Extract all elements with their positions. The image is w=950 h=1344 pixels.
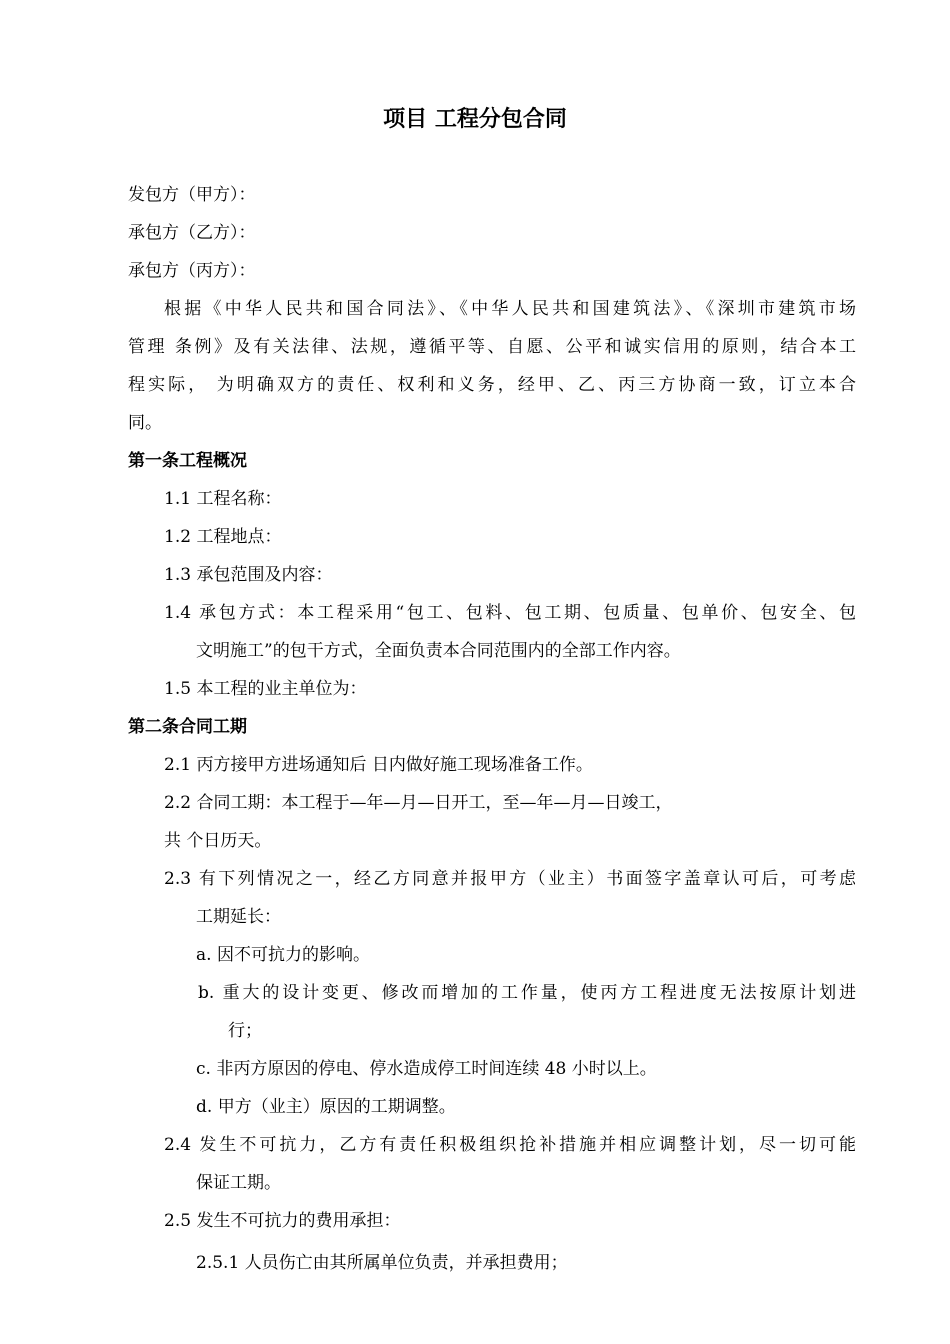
clause-2-2-line-2: 共 个日历天。 [164,831,272,851]
clause-2-1: 2.1 丙方接甲方进场通知后 日内做好施工现场准备工作。 [164,755,593,775]
intro-line-3: 程实际， 为明确双方的责任、权利和义务，经甲、乙、丙三方协商一致，订立本合 [128,375,856,395]
sub-item-d: d. 甲方（业主）原因的工期调整。 [196,1097,456,1117]
clause-1-4-line-2: 文明施工”的包干方式，全面负责本合同范围内的全部工作内容。 [196,641,681,661]
intro-line-2: 管理 条例》及有关法律、法规，遵循平等、自愿、公平和诚实信用的原则，结合本工 [128,337,856,357]
sub-item-b-line-1: b. 重大的设计变更、修改而增加的工作量，使丙方工程进度无法按原计划进 [198,983,856,1003]
clause-2-5-1: 2.5.1 人员伤亡由其所属单位负责，并承担费用； [196,1253,568,1273]
intro-line-4: 同。 [128,413,162,433]
sub-item-b-line-2: 行； [228,1021,262,1041]
clause-1-2: 1.2 工程地点： [164,527,282,547]
sub-item-a: a. 因不可抗力的影响。 [196,945,370,965]
article-1-heading: 第一条工程概况 [128,451,247,471]
clause-1-1: 1.1 工程名称： [164,489,282,509]
clause-2-3-line-1: 2.3 有下列情况之一，经乙方同意并报甲方（业主）书面签字盖章认可后，可考虑 [164,869,856,889]
clause-1-3: 1.3 承包范围及内容： [164,565,333,585]
party-c-label: 承包方（丙方）： [128,261,256,281]
clause-2-5: 2.5 发生不可抗力的费用承担： [164,1211,401,1231]
clause-1-4-line-1: 1.4 承包方式：本工程采用“包工、包料、包工期、包质量、包单价、包安全、包 [164,603,856,623]
party-b-label: 承包方（乙方）： [128,223,256,243]
clause-2-2-line-1: 2.2 合同工期：本工程于—年—月—日开工，至—年—月—日竣工， [164,793,673,813]
sub-item-c: c. 非丙方原因的停电、停水造成停工时间连续 48 小时以上。 [196,1059,657,1079]
intro-line-1: 根据《中华人民共和国合同法》、《中华人民共和国建筑法》、《深圳市建筑市场 [164,299,856,319]
clause-2-4-line-2: 保证工期。 [196,1173,281,1193]
clause-1-5: 1.5 本工程的业主单位为： [164,679,367,699]
article-2-heading: 第二条合同工期 [128,717,247,737]
party-a-label: 发包方（甲方）： [128,185,256,205]
contract-title: 项目 工程分包合同 [383,107,567,132]
clause-2-4-line-1: 2.4 发生不可抗力，乙方有责任积极组织抢补措施并相应调整计划，尽一切可能 [164,1135,856,1155]
clause-2-3-line-2: 工期延长： [196,907,281,927]
